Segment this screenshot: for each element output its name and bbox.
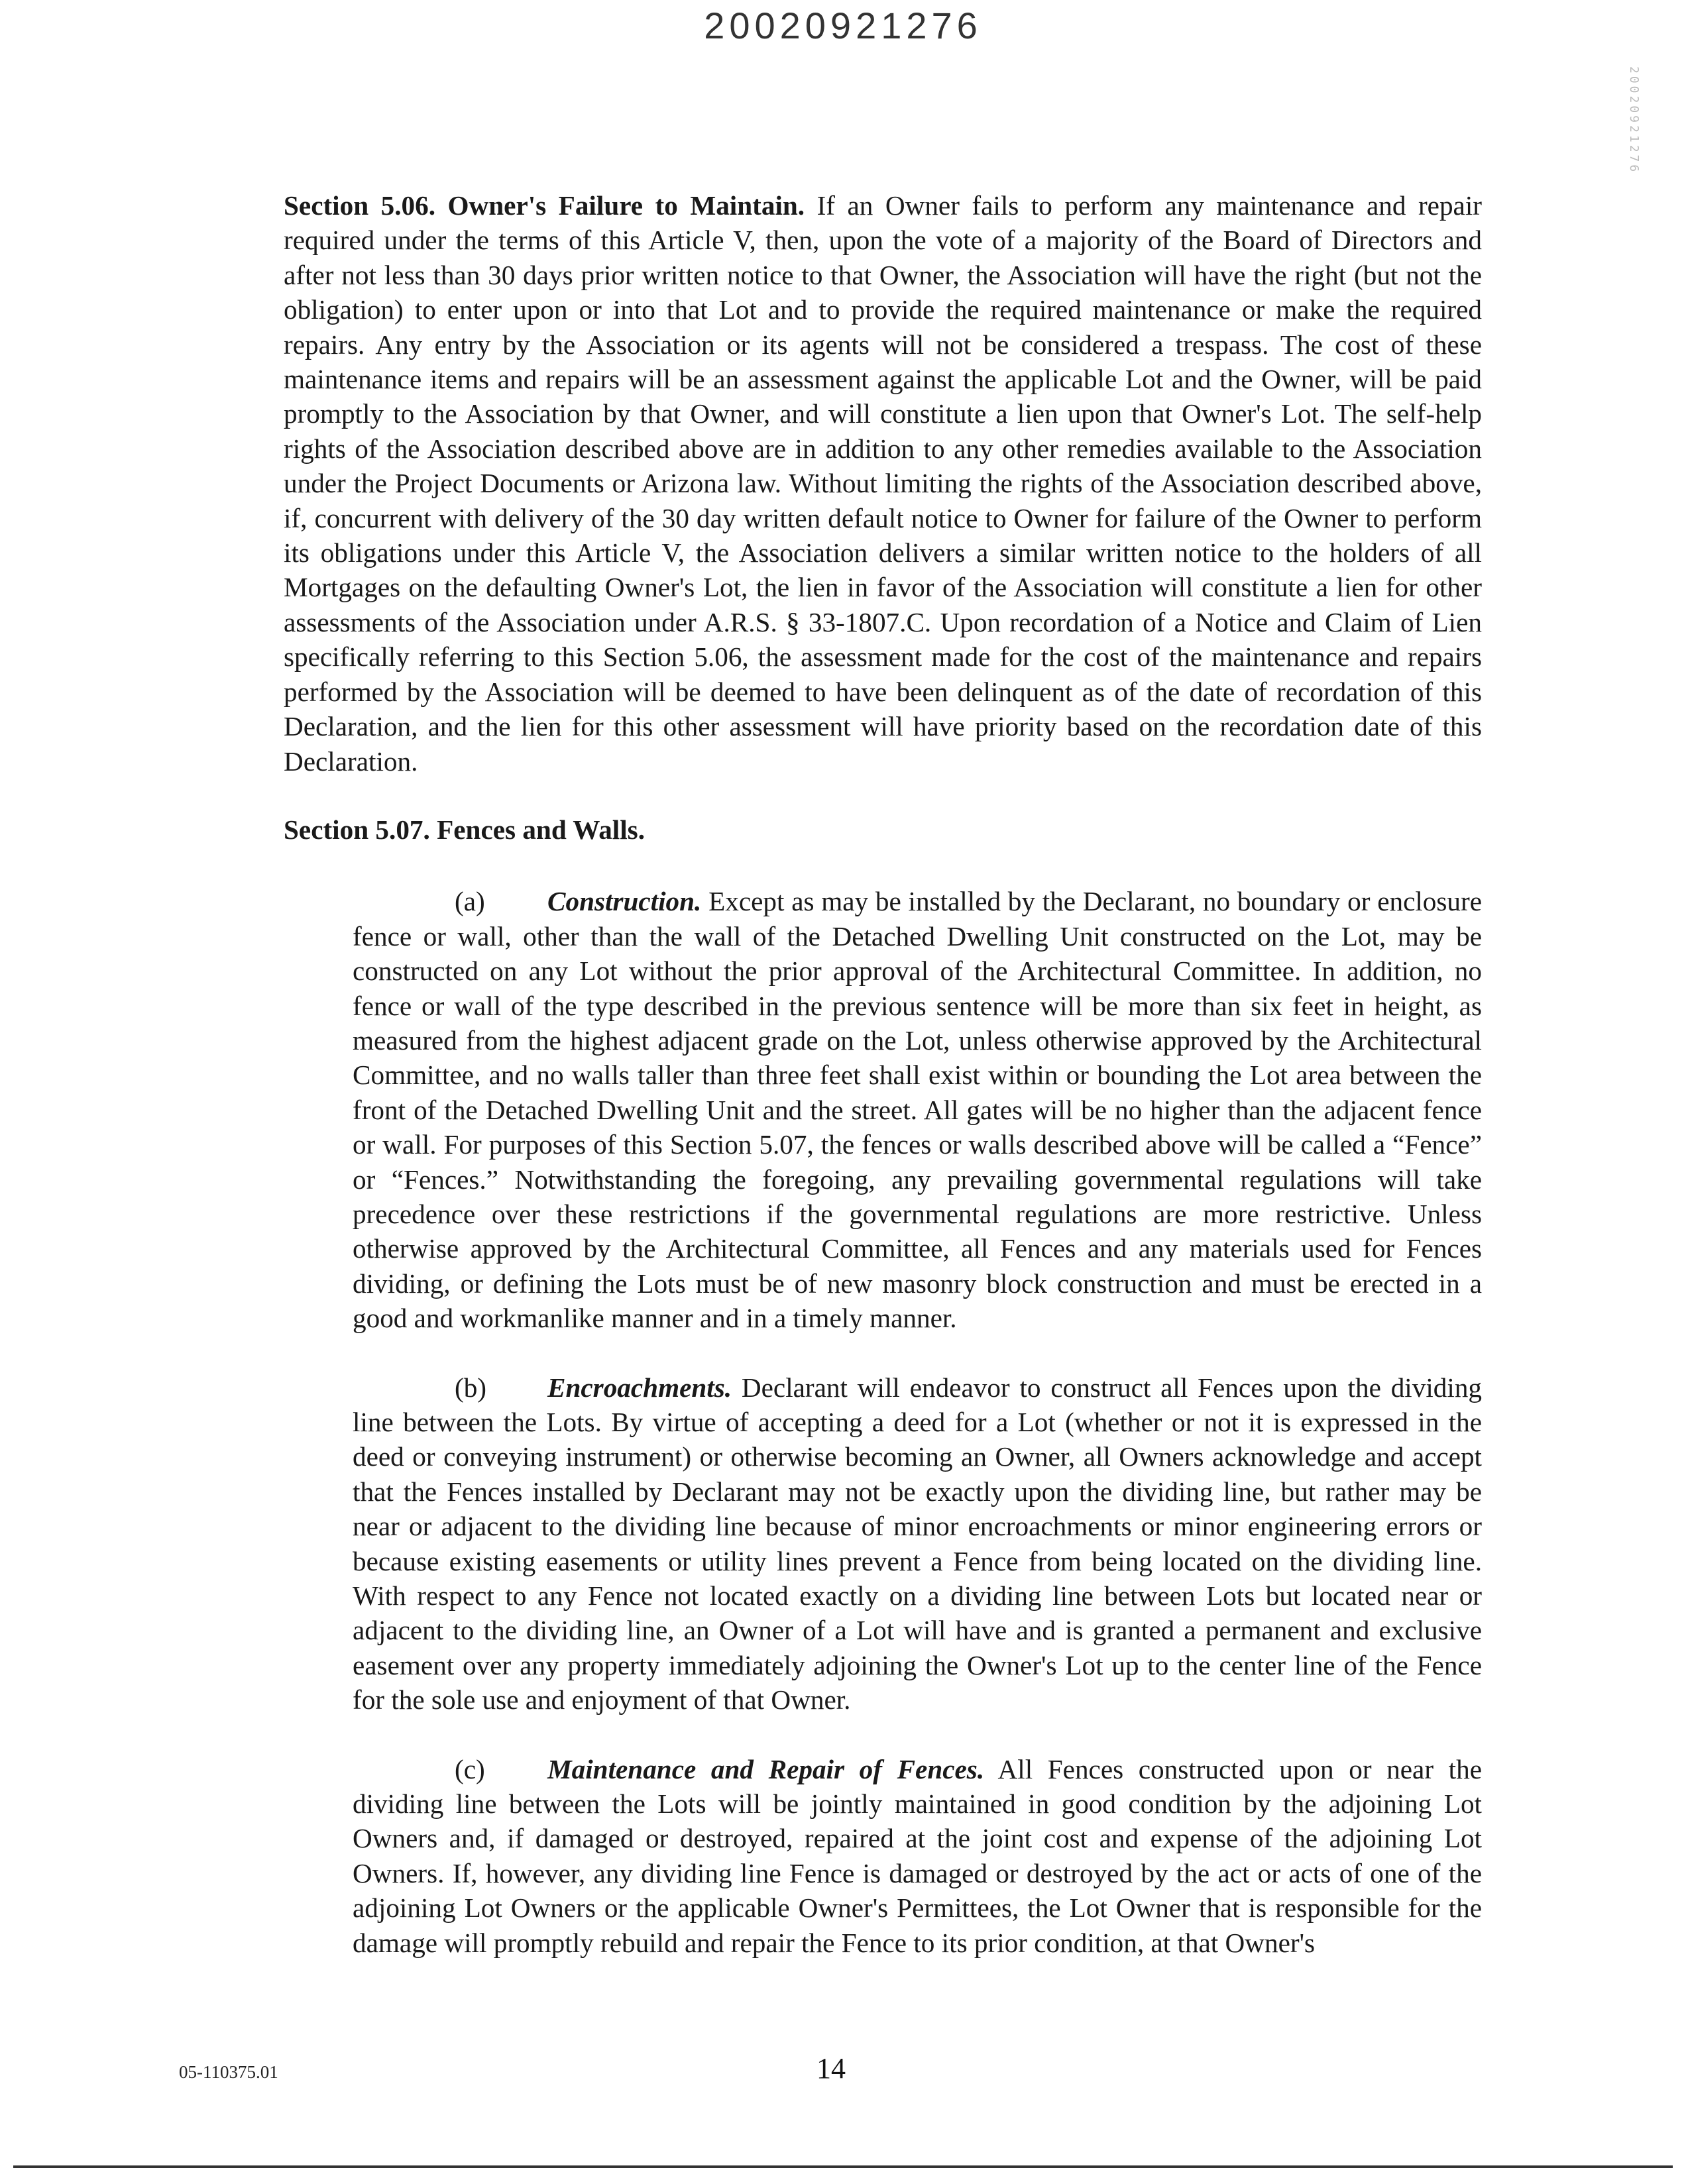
subsection-a-heading: Construction.: [547, 886, 702, 917]
section-5-07-title: Section 5.07. Fences and Walls.: [284, 814, 646, 845]
document-id: 05-110375.01: [179, 2062, 278, 2082]
recording-number: 20020921276: [704, 5, 982, 46]
subsection-c-heading: Maintenance and Repair of Fences.: [547, 1753, 985, 1784]
subsection-b: [284, 1370, 1482, 1718]
section-5-06: [284, 188, 1482, 779]
section-5-06-body: If an Owner fails to perform any maintenance and repair required under the terms of this Article V, then, upon the vote of a majority of the Board of Directors and after not less than 30 days prior written notice to that Owner, the Association will have the right (but not the obligation) to enter upon or into that Lot and to provide the required maintenance or make the required repairs. Any entry by the Association or its agents will not be considered a trespass. The cost of these maintenance items and repairs will be an assessment against the applicable Lot and the Owner, will be paid promptly to the Association by that Owner, and will constitute a lien upon that Owner's Lot. The self-help rights of the Association described above are in addition to any other remedies available to the Association under the Project Documents or Arizona law. Without limiting the rights of the Association described above, if, concurrent with delivery of the 30 day written default notice to Owner for failure of the Owner to perform its obligations under this Article V, the Association delivers a similar written notice to the holders of all Mortgages on the defaulting Owner's Lot, the lien in favor of the Association will constitute a lien for other assessments of the Association under A.R.S. § 33-1807.C. Upon recordation of a Notice and Claim of Lien specifically referring to this Section 5.06, the assessment made for the cost of the maintenance and repairs performed by the Association will be deemed to have been delinquent as of the date of recordation of this Declaration, and the lien for this other assessment will have priority based on the recordation date of this Declaration.: [284, 190, 1482, 777]
subsection-b-heading: Encroachments.: [547, 1372, 732, 1403]
subsection-a: [284, 884, 1482, 1335]
subsection-a-marker: (a): [455, 886, 485, 917]
subsection-c-body: All Fences constructed upon or near the dividing line between the Lots will be jointly maintained in good condition by the adjoining Lot Owners and, if damaged or destroyed, repaired at the joint cost and expense of the adjoining Lot Owners. If, however, any dividing line Fence is damaged or destroyed by the act or acts of one of the adjoining Lot Owners or the applicable Owner's Permittees, the Lot Owner that is responsible for the damage will promptly rebuild and repair the Fence to its prior condition, at that Owner's: [353, 1753, 1482, 1958]
subsection-c-marker: (c): [455, 1753, 485, 1784]
bottom-rule: [13, 2165, 1673, 2168]
subsection-c: [284, 1752, 1482, 1960]
section-5-06-title: Section 5.06. Owner's Failure to Maintain.: [284, 190, 805, 221]
page-number: 14: [816, 2052, 846, 2085]
subsection-b-body: Declarant will endeavor to construct all Fences upon the dividing line between the Lots. By virtue of accepting a deed for a Lot (whether or not it is expressed in the deed or conveying instrument) or otherwise becoming an Owner, all Owners acknowledge and accept that the Fences installed by Declarant may not be exactly upon the dividing line, but rather may be near or adjacent to the dividing line because of minor encroachments or minor engineering errors or because existing easements or utility lines prevent a Fence from being located on the dividing line. With respect to any Fence not located exactly on a dividing line between Lots but located near or adjacent to the dividing line, an Owner of a Lot will have and is granted a permanent and exclusive easement over any property immediately adjoining the Owner's Lot up to the center line of the Fence for the sole use and enjoyment of that Owner.: [353, 1372, 1483, 1716]
subsection-a-body: Except as may be installed by the Declarant, no boundary or enclosure fence or wall, other than the wall of the Detached Dwelling Unit constructed on the Lot, may be constructed on any Lot without the prior approval of the Architectural Committee. In addition, no fence or wall of the type described in the previous sentence will be more than six feet in height, as measured from the highest adjacent grade on the Lot, unless otherwise approved by the Architectural Committee, and no walls taller than three feet shall exist within or bounding the Lot area between the front of the Detached Dwelling Unit and the street. All gates will be no higher than the adjacent fence or wall. For purposes of this Section 5.07, the fences or walls described above will be called a “Fence” or “Fences.” Notwithstanding the foregoing, any prevailing governmental regulations will take precedence over these restrictions if the governmental regulations are more restrictive. Unless otherwise approved by the Architectural Committee, all Fences and any materials used for Fences dividing, or defining the Lots must be of new masonry block construction and must be erected in a good and workmanlike manner and in a timely manner.: [353, 886, 1483, 1334]
document-body: [284, 188, 1482, 1960]
margin-stamp: 20020921276: [1627, 66, 1641, 175]
subsection-b-marker: (b): [455, 1372, 487, 1403]
